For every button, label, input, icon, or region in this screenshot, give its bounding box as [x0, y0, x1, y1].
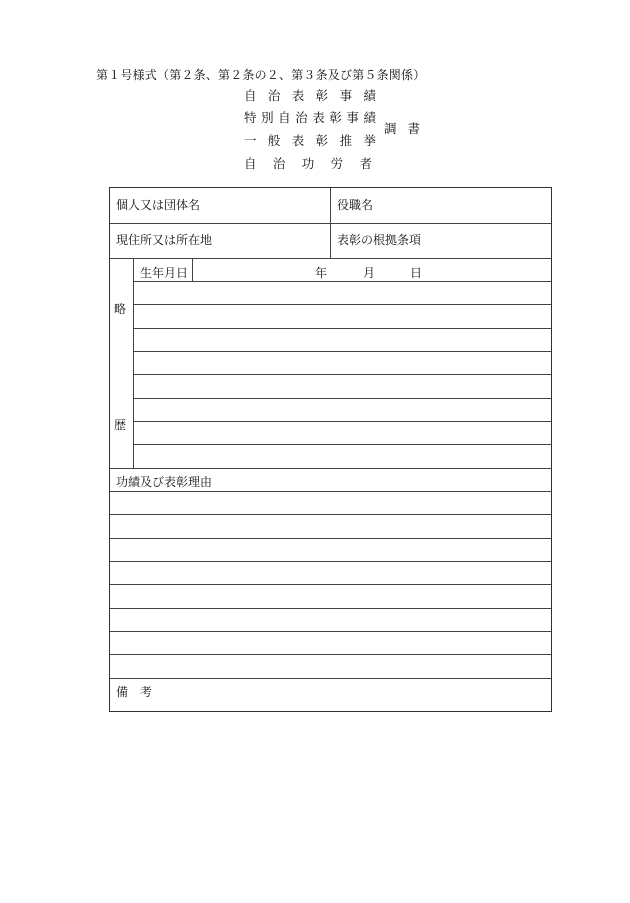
merit-row-line	[110, 584, 551, 585]
title-line-2	[244, 107, 376, 129]
history-row-line	[133, 444, 551, 445]
merit-row-line	[110, 608, 551, 609]
row-divider	[110, 258, 551, 259]
column-divider	[330, 188, 331, 258]
title-char: 挙	[363, 133, 376, 148]
title-char: 事	[346, 110, 359, 125]
history-side-label-bottom: 歴	[114, 418, 127, 432]
day-unit: 日	[410, 266, 423, 280]
title-line-3	[244, 130, 376, 152]
history-row-line	[133, 421, 551, 422]
title-char: 表	[291, 88, 305, 103]
address-field-label: 現住所又は所在地	[116, 233, 213, 247]
document-title	[244, 85, 434, 177]
history-side-divider	[133, 258, 134, 468]
month-unit: 月	[363, 266, 376, 280]
title-line-4	[244, 153, 372, 175]
title-char: 一	[244, 133, 257, 148]
section-divider	[110, 468, 551, 469]
history-side-label-top: 略	[114, 302, 127, 316]
section-divider	[110, 678, 551, 679]
merit-row-line	[110, 538, 551, 539]
title-char: 自	[244, 88, 257, 103]
title-suffix	[384, 119, 420, 137]
form-number-label: 第１号様式（第２条、第２条の２、第３条及び第５条関係）	[96, 68, 426, 82]
title-char: 自	[244, 156, 257, 171]
merit-row-line	[110, 491, 551, 492]
merit-row-line	[110, 654, 551, 655]
history-row-line	[133, 304, 551, 305]
birth-label-divider	[192, 258, 193, 281]
history-row-line	[133, 374, 551, 375]
title-char: 治	[272, 156, 286, 171]
title-char: 彰	[315, 133, 329, 148]
birth-date-label: 生年月日	[140, 266, 189, 280]
merit-row-line	[110, 514, 551, 515]
title-char: 般	[267, 133, 281, 148]
title-char: 推	[339, 133, 353, 148]
title-char: 治	[267, 88, 281, 103]
title-suffix-char-2: 書	[407, 121, 420, 136]
title-char: 績	[363, 88, 376, 103]
basis-field-label: 表彰の根拠条項	[337, 233, 422, 247]
title-char: 治	[295, 110, 308, 125]
title-char: 事	[339, 88, 353, 103]
history-row-line	[133, 351, 551, 352]
history-row-line	[133, 281, 551, 282]
title-char: 表	[312, 110, 325, 125]
title-char: 者	[359, 156, 372, 171]
remarks-label: 備 考	[116, 685, 153, 699]
history-row-line	[133, 328, 551, 329]
title-char: 表	[291, 133, 305, 148]
title-line-1	[244, 85, 376, 107]
title-char: 別	[261, 110, 274, 125]
title-char: 績	[363, 110, 376, 125]
merit-row-line	[110, 561, 551, 562]
title-char: 自	[278, 110, 291, 125]
title-char: 彰	[315, 88, 329, 103]
survey-table	[109, 187, 552, 712]
name-field-label: 個人又は団体名	[116, 198, 201, 212]
title-char: 功	[301, 156, 315, 171]
merit-row-line	[110, 631, 551, 632]
title-char: 労	[330, 156, 344, 171]
merit-reason-label: 功績及び表彰理由	[116, 475, 213, 489]
position-field-label: 役職名	[337, 198, 374, 212]
year-unit: 年	[315, 266, 328, 280]
title-char: 特	[244, 110, 257, 125]
history-row-line	[133, 398, 551, 399]
title-suffix-char-1: 調	[384, 121, 397, 136]
title-char: 彰	[329, 110, 342, 125]
